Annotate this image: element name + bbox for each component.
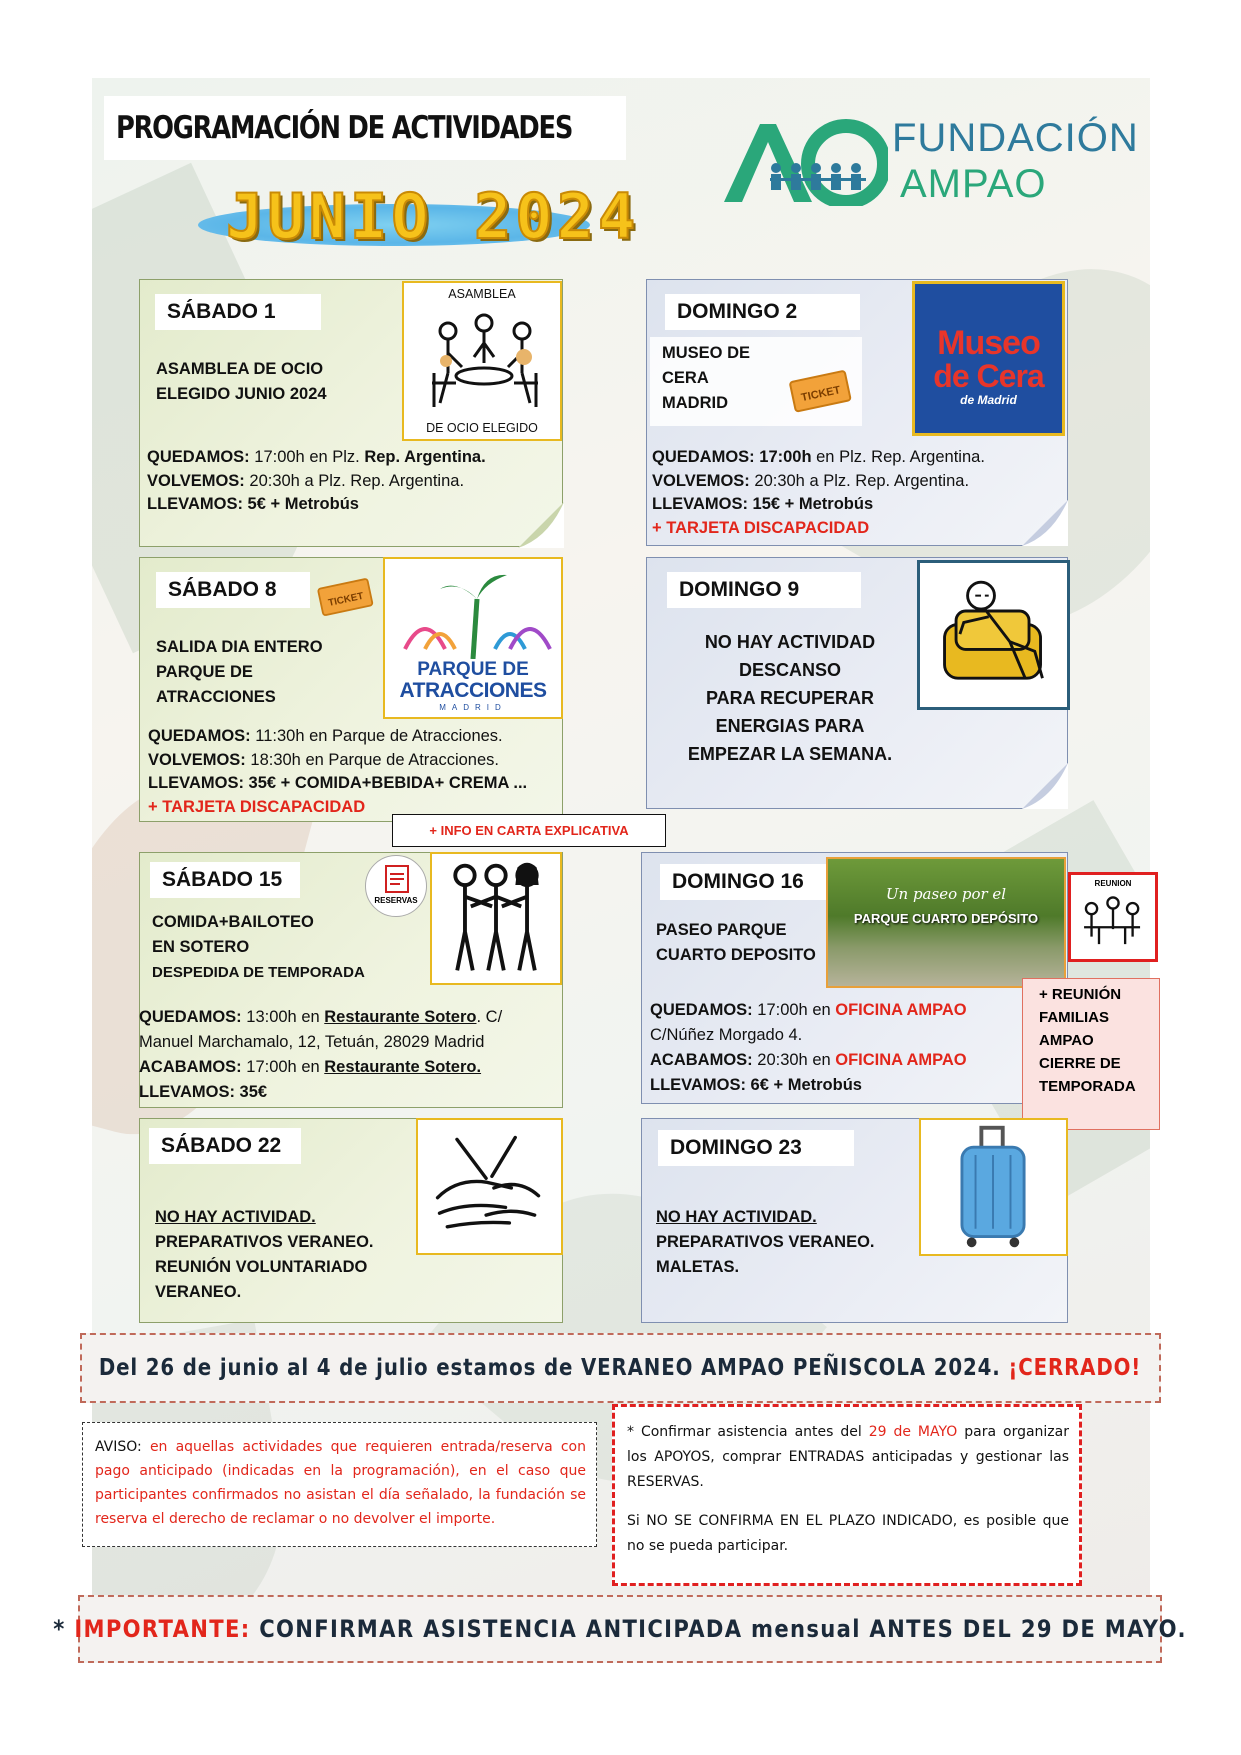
joined-hands-icon <box>418 1120 561 1253</box>
veraneo-banner: Del 26 de junio al 4 de julio estamos de VERANEO AMPAO PEÑISCOLA 2024. ¡CERRADO! <box>80 1333 1161 1403</box>
activity-description: NO HAY ACTIVIDAD. PREPARATIVOS VERANEO. REUNIÓN VOLUNTARIADO VERANEO. <box>155 1208 374 1301</box>
suitcase-pictogram <box>919 1118 1068 1256</box>
asamblea-pictogram: ASAMBLEA DE OCIO ELEGIDO <box>402 281 562 441</box>
svg-text:TICKET: TICKET <box>800 384 842 405</box>
museo-de-cera-logo: Museo de Cera de Madrid <box>912 281 1065 436</box>
activity-details: QUEDAMOS: 17:00h en OFICINA AMPAO C/Núñez Morgado 4. ACABAMOS: 20:30h en OFICINA AMPAO LLEVAMOS: 6€ + Metrobús <box>650 1001 967 1094</box>
logo-text-fundacion: FUNDACIÓN <box>892 116 1139 160</box>
ampao-logo-icon <box>720 118 888 206</box>
activity-description: COMIDA+BAILOTEO EN SOTERO DESPEDIDA DE TEMPORADA <box>152 913 365 981</box>
aviso-note: AVISO: en aquellas actividades que requieren entrada/reserva con pago anticipado (indicadas en la programación), en el caso que participantes confirmados no asistan el día señalado, la fundación se reserva el derecho de reclamar o no devolver el importe. <box>82 1422 597 1547</box>
assembly-people-icon <box>404 283 564 443</box>
day-label: DOMINGO 9 <box>667 572 861 608</box>
day-label: SÁBADO 1 <box>155 294 321 330</box>
day-label: DOMINGO 23 <box>658 1130 854 1166</box>
hands-pictogram <box>416 1118 563 1255</box>
activity-description: ASAMBLEA DE OCIO ELEGIDO JUNIO 2024 <box>156 360 327 403</box>
activity-details: QUEDAMOS: 13:00h en Restaurante Sotero. C/ Manuel Marchamalo, 12, Tetuán, 28029 Madrid ACABAMOS: 17:00h en Restaurante Sotero. LLEVAMOS: 35€ <box>139 1008 503 1101</box>
page-fold <box>1022 763 1068 809</box>
friends-pictogram <box>430 852 562 985</box>
page-title-text: PROGRAMACIÓN DE ACTIVIDADES <box>116 110 573 146</box>
activity-description: MUSEO DE CERA MADRID <box>650 337 862 426</box>
day-label: SÁBADO 15 <box>150 862 300 898</box>
activity-description: PASEO PARQUE CUARTO DEPOSITO <box>656 921 816 964</box>
parque-atracciones-logo: PARQUE DE ATRACCIONES MADRID <box>383 557 563 719</box>
activity-description: NO HAY ACTIVIDAD DESCANSO PARA RECUPERAR ENERGIAS PARA EMPEZAR LA SEMANA. <box>687 632 893 764</box>
reservas-icon: RESERVAS <box>365 855 427 917</box>
fundacion-ampao-logo <box>720 112 1140 208</box>
document-icon <box>366 856 428 918</box>
suitcase-icon <box>921 1120 1066 1254</box>
day-label: SÁBADO 8 <box>156 572 310 608</box>
armchair-rest-icon <box>920 563 1067 707</box>
day-label: SÁBADO 22 <box>149 1128 301 1164</box>
meeting-icon <box>1071 875 1155 959</box>
svg-text:TICKET: TICKET <box>327 590 365 609</box>
activity-details: QUEDAMOS: 17:00h en Plz. Rep. Argentina. VOLVEMOS: 20:30h a Plz. Rep. Argentina. LLEVAMOS: 15€ + Metrobús + TARJETA DISCAPACIDAD <box>652 448 985 537</box>
activity-description: SALIDA DIA ENTERO PARQUE DE ATRACCIONES <box>156 638 323 706</box>
palm-tree-icon <box>385 559 565 659</box>
important-banner: * IMPORTANTE: CONFIRMAR ASISTENCIA ANTICIPADA mensual ANTES DEL 29 DE MAYO. <box>78 1595 1162 1663</box>
activity-details: QUEDAMOS: 11:30h en Parque de Atracciones. VOLVEMOS: 18:30h en Parque de Atracciones. LLEVAMOS: 35€ + COMIDA+BEBIDA+ CREMA ... + TARJETA DISCAPACIDAD <box>148 727 528 816</box>
day-label: DOMINGO 2 <box>665 294 860 330</box>
rest-pictogram <box>917 560 1070 710</box>
activity-details: QUEDAMOS: 17:00h en Plz. Rep. Argentina. VOLVEMOS: 20:30h a Plz. Rep. Argentina. LLEVAMOS: 5€ + Metrobús <box>147 448 486 513</box>
page-fold <box>518 502 564 548</box>
logo-text-ampao: AMPAO <box>900 162 1047 206</box>
info-carta-explicativa: + INFO EN CARTA EXPLICATIVA <box>392 814 666 847</box>
page-title <box>104 96 626 160</box>
reunion-pictogram: REUNION <box>1068 872 1158 962</box>
confirm-note: * Confirmar asistencia antes del 29 de MAYO para organizar los APOYOS, comprar ENTRADAS anticipadas y gestionar las RESERVAS. Si NO SE CONFIRMA EN EL PLAZO INDICADO, es posible que no se pueda participar. <box>612 1404 1082 1586</box>
page-fold <box>1022 500 1068 546</box>
parque-cuarto-deposito-photo: Un paseo por el PARQUE CUARTO DEPÓSITO <box>826 857 1066 988</box>
three-people-icon <box>432 854 560 983</box>
reunion-familias-note: + REUNIÓN FAMILIAS AMPAO CIERRE DE TEMPORADA <box>1022 978 1160 1130</box>
day-label: DOMINGO 16 <box>660 864 826 900</box>
activity-description: NO HAY ACTIVIDAD. PREPARATIVOS VERANEO. MALETAS. <box>656 1208 875 1276</box>
month-title: JUNIO 2024 <box>226 180 640 253</box>
